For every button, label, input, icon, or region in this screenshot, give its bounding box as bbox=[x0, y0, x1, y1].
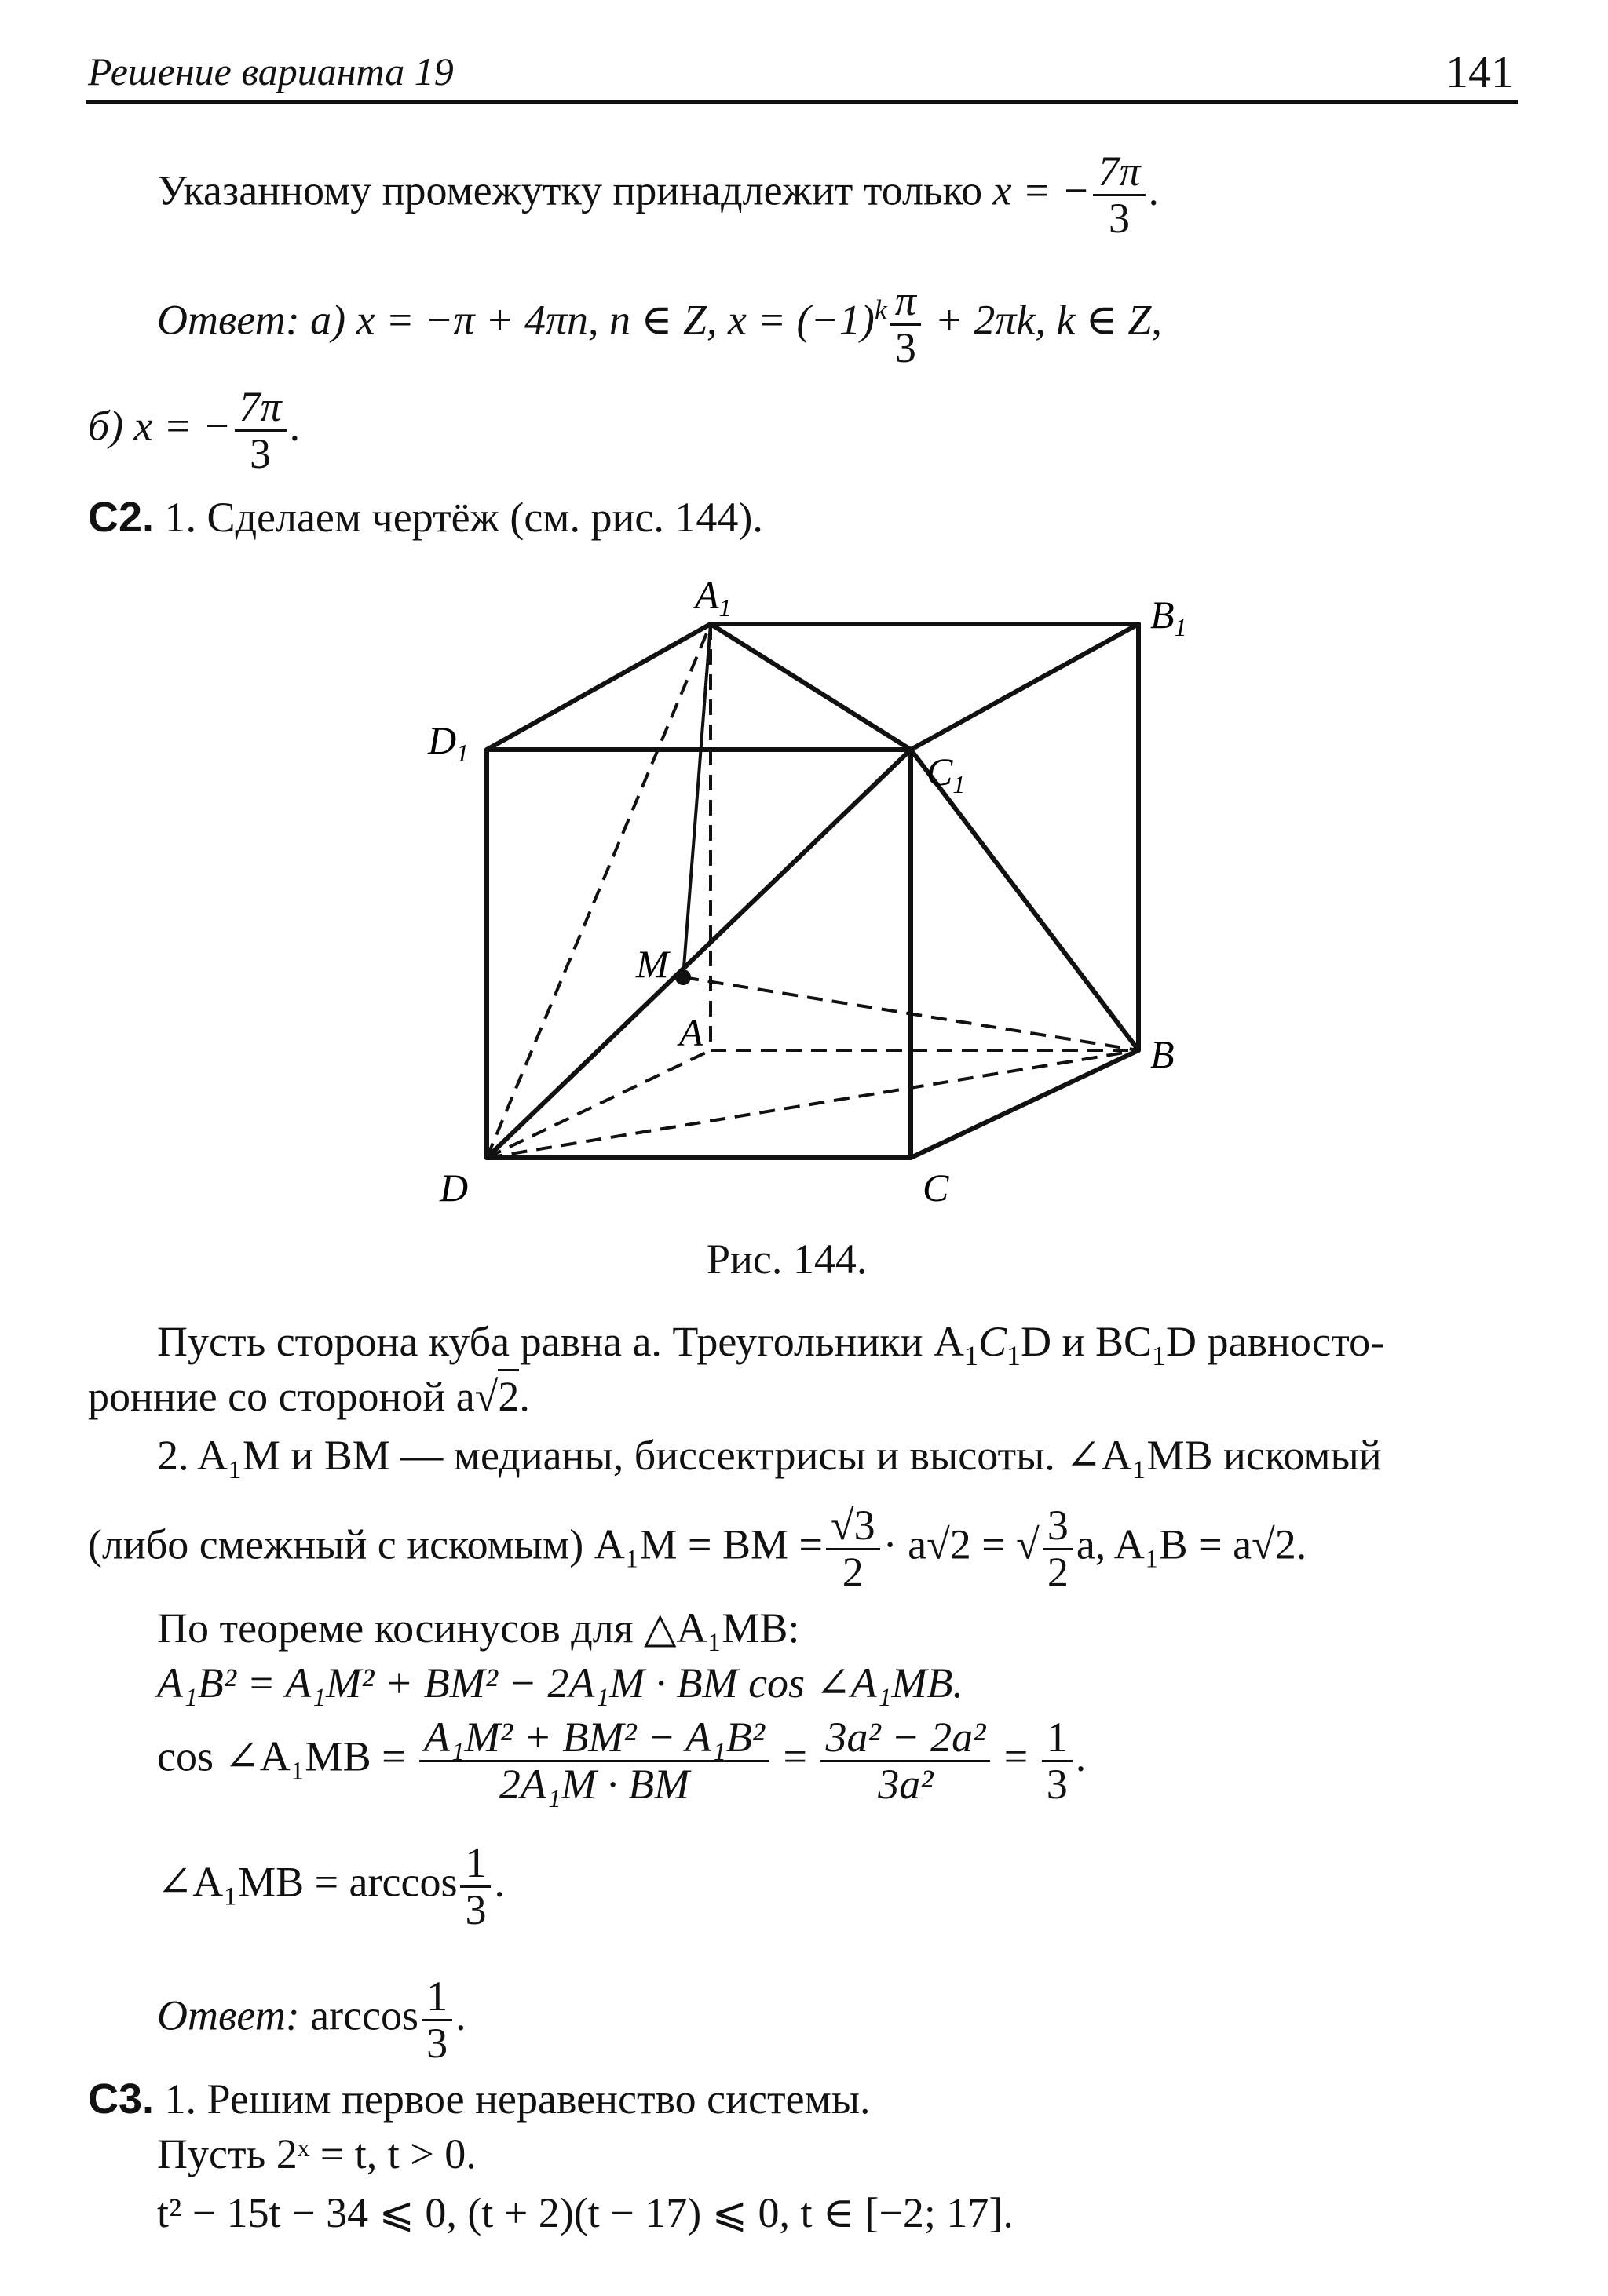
page-number: 141 bbox=[1445, 46, 1514, 97]
c2-cos-lhs: cos ∠A₁MB = bbox=[157, 1732, 406, 1780]
c2-answer-frac bbox=[422, 1974, 452, 2065]
point-m bbox=[675, 969, 691, 985]
c2-cos-frac2 bbox=[820, 1715, 990, 1806]
c2-answer-label: Ответ: bbox=[157, 1991, 300, 2039]
label-c: C bbox=[923, 1166, 949, 1210]
edge-d1a1 bbox=[487, 624, 711, 750]
c2-sqrt2: 2 bbox=[498, 1369, 519, 1420]
c2-label: С2. bbox=[88, 494, 155, 541]
c2-step2-frac1-den: 2 bbox=[842, 1548, 864, 1596]
c2-step2-mid: · a√2 = bbox=[883, 1520, 1006, 1568]
c3-step1: 1. Решим первое неравенство системы. bbox=[164, 2075, 871, 2123]
c2-step2-frac1-num: √3 bbox=[826, 1503, 880, 1550]
c1-answer-label: Ответ: bbox=[157, 296, 300, 344]
c2-step2-frac2-den: 2 bbox=[1047, 1548, 1069, 1596]
c2-angle: ∠A₁MB = arccos $\frac{1}{3}$ . bbox=[157, 1839, 505, 1933]
dashed-da1 bbox=[487, 624, 711, 1158]
c2-step2-frac2 bbox=[1043, 1503, 1073, 1594]
c2-para1-line1: Пусть сторона куба равна a. Треугольники $A_1C_1D$ и $BC_1D$ равносто- bbox=[157, 1318, 1385, 1371]
c2-cos-frac3 bbox=[1042, 1715, 1073, 1806]
label-b: B bbox=[1150, 1032, 1175, 1076]
c1-answer-a-suffix: + 2πk, k ∈ Z, bbox=[934, 296, 1162, 344]
c3-label: С3. bbox=[88, 2075, 155, 2123]
header-rule bbox=[86, 100, 1518, 104]
label-m: M bbox=[636, 942, 669, 986]
segment-a1c1 bbox=[711, 624, 911, 750]
running-header-title: Решение варианта 19 bbox=[88, 49, 454, 93]
c1-answer-b-frac-num: 7π bbox=[235, 385, 287, 432]
c2-step2-line2: (либо смежный с искомым) A₁M = BM = $\frac{√3}{2}$ · a√2 = √ $\frac{3}{2}$ a, A₁B = a√2. bbox=[88, 1502, 1307, 1596]
label-c1: $C_1$ bbox=[926, 750, 966, 798]
c1-fraction bbox=[1093, 149, 1145, 240]
c2-cos-frac3-den: 3 bbox=[1046, 1760, 1068, 1808]
c2-cos-frac2-num: 3a² − 2a² bbox=[820, 1715, 990, 1762]
c2-step2-line1: 2. A₁M и BM — медианы, биссектрисы и высоты. ∠A₁MB искомый bbox=[157, 1432, 1382, 1479]
c1-answer-a-prefix: а) x = −π + 4πn, n ∈ Z, x = (−1) bbox=[310, 296, 875, 344]
c2-cos-formula: cos ∠A₁MB = $\frac{\text{A₁M² + BM² − A₁B²}}{\text{2A₁M · BM}}$ = $\frac{\text{3a² − 2a²}}{\text{3a²}}$ = $\frac{1}{3}$ . bbox=[157, 1714, 1087, 1808]
c2-angle-den: 3 bbox=[465, 1885, 487, 1933]
c2-heading bbox=[88, 495, 763, 541]
c1-frac-den: 3 bbox=[1109, 194, 1130, 242]
c2-cos-theorem: По теореме косинусов для △A₁MB: bbox=[157, 1604, 800, 1652]
c2-para1-a: Пусть сторона куба равна a. Треугольники A bbox=[157, 1318, 965, 1365]
c2-cos-frac2-den: 3a² bbox=[878, 1760, 934, 1808]
label-d1: $D_1$ bbox=[428, 718, 470, 767]
c2-cos-frac1 bbox=[419, 1715, 769, 1806]
c2-para1-b: C bbox=[978, 1318, 1007, 1365]
c2-angle-frac bbox=[460, 1841, 491, 1932]
c2-para1-line2: ронние со стороной a√2. bbox=[88, 1374, 530, 1420]
c1-answer-b-fraction bbox=[235, 385, 287, 476]
c2-step2-frac2-num: 3 bbox=[1043, 1503, 1073, 1550]
label-a: A bbox=[679, 1010, 704, 1054]
c1-interval-text: Указанному промежутку принадлежит только bbox=[157, 166, 983, 214]
c3-let: Пусть 2ˣ = t, t > 0. bbox=[157, 2130, 477, 2177]
c2-answer-den: 3 bbox=[426, 2019, 448, 2067]
c2-cos-eq: A₁B² = A₁M² + BM² − 2A₁M · BM cos ∠A₁MB. bbox=[157, 1659, 964, 1706]
c1-answer-a-sup: k bbox=[874, 294, 887, 326]
c1-answer-a-fraction bbox=[890, 279, 921, 370]
c2-cos-frac1-den: 2A₁M · BM bbox=[499, 1760, 690, 1808]
c2-cos-frac1-num: A₁M² + BM² − A₁B² bbox=[419, 1715, 769, 1762]
c1-interval-line: Указанному промежутку принадлежит только x = − $\frac{7\pi}{3}$ . bbox=[157, 148, 1160, 242]
edge-cb bbox=[911, 1050, 1138, 1158]
c2-angle-num: 1 bbox=[460, 1841, 491, 1888]
label-a1: $A_1$ bbox=[695, 573, 732, 622]
c2-step2-frac1 bbox=[826, 1503, 880, 1594]
c1-answer-a-frac-den: 3 bbox=[894, 323, 916, 371]
cube-figure bbox=[408, 565, 1209, 1217]
c2-angle-lhs: ∠A₁MB = arccos bbox=[157, 1858, 458, 1906]
c1-answer-b-frac-den: 3 bbox=[250, 429, 272, 477]
c1-answer-b: б) x = − $\frac{7\pi}{3}$ . bbox=[88, 383, 301, 477]
edge-c1b1 bbox=[911, 624, 1138, 750]
c2-para1-line2-text: ронние со стороной a bbox=[88, 1373, 475, 1420]
segment-dc1 bbox=[487, 750, 911, 1158]
c2-step1: 1. Сделаем чертёж (см. рис. 144). bbox=[164, 494, 763, 541]
c2-para1-d: D равносто- bbox=[1166, 1318, 1385, 1365]
c1-answer-a-frac-num: π bbox=[890, 279, 921, 326]
c2-answer-text: arccos bbox=[310, 1991, 419, 2039]
label-b1: $B_1$ bbox=[1150, 593, 1187, 641]
figure-caption: Рис. 144. bbox=[707, 1236, 868, 1283]
dashed-da bbox=[487, 1050, 711, 1158]
c1-answer-a bbox=[157, 279, 1162, 370]
c1-answer-b-prefix: б) x = − bbox=[88, 402, 232, 450]
segment-c1b bbox=[911, 750, 1138, 1050]
c3-ineq: t² − 15t − 34 ⩽ 0, (t + 2)(t − 17) ⩽ 0, t ∈ [−2; 17]. bbox=[157, 2189, 1014, 2236]
c2-step2-end: a, A₁B = a√2. bbox=[1076, 1520, 1307, 1568]
segment-ma1 bbox=[683, 624, 711, 977]
label-d: D bbox=[440, 1166, 469, 1210]
c1-x-eq: x = − bbox=[992, 166, 1091, 214]
c2-cos-frac3-num: 1 bbox=[1042, 1715, 1073, 1762]
c2-para1-c: D и BC bbox=[1021, 1318, 1153, 1365]
c2-answer: Ответ: arccos $\frac{1}{3}$ . bbox=[157, 1973, 466, 2067]
c2-step2-line2-a: (либо смежный с искомым) A₁M = BM = bbox=[88, 1520, 823, 1568]
c3-heading bbox=[88, 2076, 871, 2123]
c2-answer-num: 1 bbox=[422, 1974, 452, 2021]
c1-frac-num: 7π bbox=[1093, 149, 1145, 196]
